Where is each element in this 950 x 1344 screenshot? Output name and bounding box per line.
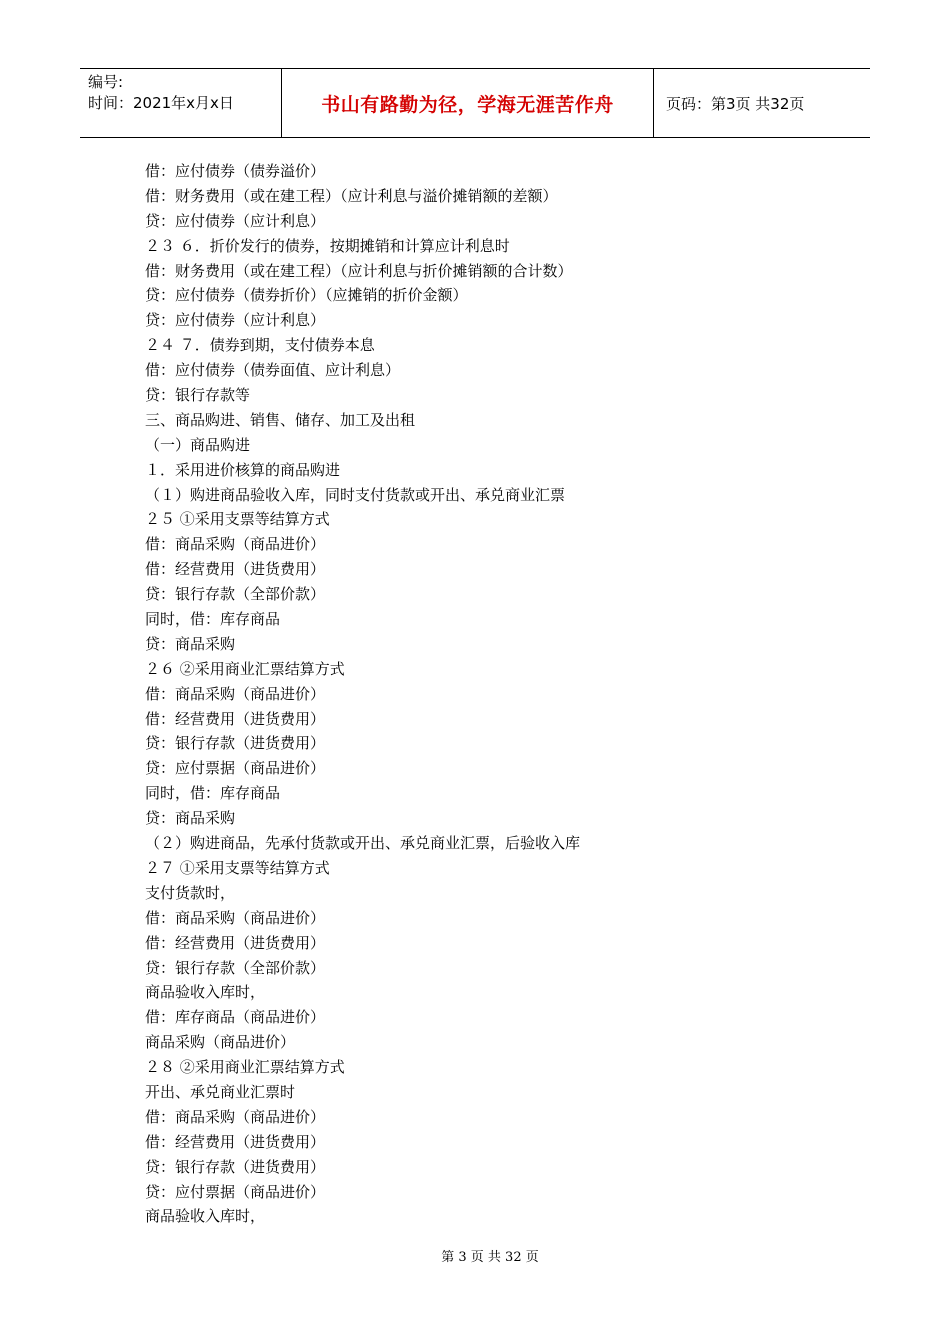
page-header (80, 68, 870, 138)
text-line: 借：经营费用（进货费用） (145, 933, 326, 952)
text-line: 同时，借：库存商品 (145, 610, 281, 629)
text-line: 贷：应付票据（商品进价） (145, 1182, 326, 1201)
text-line: （２）购进商品，先承付货款或开出、承兑商业汇票，后验收入库 (145, 834, 581, 853)
text-line: 三、商品购进、销售、储存、加工及出租 (145, 410, 416, 429)
text-line: ２４ ７．债券到期，支付债券本息 (145, 336, 375, 355)
text-line: 商品验收入库时， (145, 983, 266, 1002)
text-line: ２８ ②采用商业汇票结算方式 (145, 1058, 345, 1077)
text-line: 借：财务费用（或在建工程）（应计利息与溢价摊销额的差额） (145, 186, 558, 205)
text-line: 借：经营费用（进货费用） (145, 709, 326, 728)
text-line: 贷：应付债券（应计利息） (145, 311, 326, 330)
header-meta (80, 69, 282, 137)
text-line: 借：财务费用（或在建工程）（应计利息与折价摊销额的合计数） (145, 261, 573, 280)
text-line: 贷：应付票据（商品进价） (145, 759, 326, 778)
document-body (145, 159, 865, 1229)
text-line: 商品采购（商品进价） (145, 1033, 296, 1052)
document-number-label: 编号: (88, 73, 124, 91)
document-date: 时间：2021年x月x日 (88, 94, 234, 112)
text-line: １．采用进价核算的商品购进 (145, 460, 341, 479)
text-line: 借：商品采购（商品进价） (145, 1107, 326, 1126)
text-line: 借：库存商品（商品进价） (145, 1008, 326, 1027)
text-line: ２７ ①采用支票等结算方式 (145, 858, 330, 877)
header-page-info: 页码：第3页 共32页 (666, 94, 805, 113)
text-line: （一）商品购进 (145, 435, 251, 454)
text-line: 借：商品采购（商品进价） (145, 684, 326, 703)
text-line: 贷：应付债券（应计利息） (145, 211, 326, 230)
text-line: 贷：银行存款（全部价款） (145, 958, 326, 977)
text-line: 开出、承兑商业汇票时 (145, 1082, 296, 1101)
text-line: 支付货款时， (145, 883, 236, 902)
header-motto: 书山有路勤为径，学海无涯苦作舟 (282, 69, 654, 137)
text-line: 贷：应付债券（债券折价）（应摊销的折价金额） (145, 286, 468, 305)
text-line: 贷：商品采购 (145, 634, 236, 653)
text-line: 贷：银行存款（进货费用） (145, 734, 326, 753)
page-footer: 第 3 页 共 32 页 (441, 1250, 539, 1265)
text-line: 借：应付债券（债券溢价） (145, 162, 326, 180)
text-line: ２６ ②采用商业汇票结算方式 (145, 659, 345, 678)
text-line: 贷：银行存款（进货费用） (145, 1157, 326, 1176)
text-line: 同时，借：库存商品 (145, 784, 281, 803)
text-line: 借：经营费用（进货费用） (145, 1132, 326, 1151)
text-line: 借：商品采购（商品进价） (145, 908, 326, 927)
text-line: 借：应付债券（债券面值、应计利息） (145, 361, 401, 380)
text-line: 贷：商品采购 (145, 809, 236, 828)
text-line: 贷：银行存款等 (145, 386, 251, 405)
text-line: 贷：银行存款（全部价款） (145, 585, 326, 604)
text-line: 借：经营费用（进货费用） (145, 560, 326, 579)
text-line: 借：商品采购（商品进价） (145, 535, 326, 554)
text-line: 商品验收入库时， (145, 1207, 266, 1226)
text-line: ２３ ６．折价发行的债券，按期摊销和计算应计利息时 (145, 236, 510, 255)
text-line: ２５ ①采用支票等结算方式 (145, 510, 330, 529)
text-line: （１）购进商品验收入库，同时支付货款或开出、承兑商业汇票 (145, 485, 566, 504)
